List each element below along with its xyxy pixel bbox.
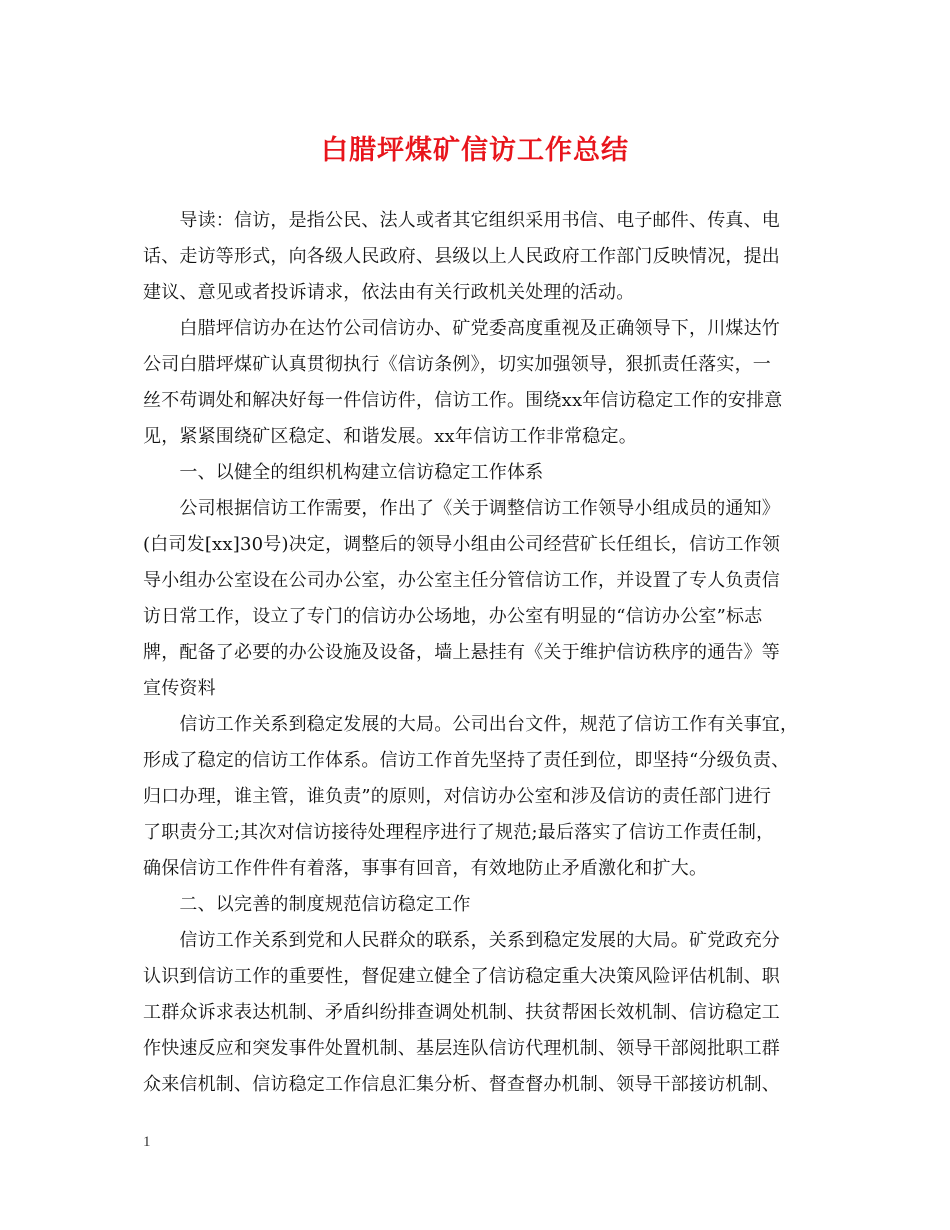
body-line: 导读：信访，是指公民、法人或者其它组织采用书信、电子邮件、传真、电: [143, 210, 780, 231]
page-number: 1: [143, 1134, 151, 1150]
body-line: 归口办理，谁主管，谁负责”的原则，对信访办公室和涉及信访的责任部门进行: [143, 786, 772, 807]
body-line: 建议、意见或者投诉请求，依法由有关行政机关处理的活动。: [143, 282, 635, 303]
body-line: 认识到信访工作的重要性，督促建立健全了信访稳定重大决策风险评估机制、职: [143, 966, 780, 987]
body-line: 白腊坪信访办在达竹公司信访办、矿党委高度重视及正确领导下，川煤达竹: [143, 318, 780, 339]
body-line: 公司根据信访工作需要，作出了《关于调整信访工作领导小组成员的通知》: [143, 498, 780, 519]
section-heading: 二、以完善的制度规范信访稳定工作: [143, 894, 471, 915]
body-line: 信访工作关系到稳定发展的大局。公司出台文件，规范了信访工作有关事宜，: [143, 714, 799, 735]
body-line: 导小组办公室设在公司办公室，办公室主任分管信访工作，并设置了专人负责信: [143, 570, 780, 591]
body-line: 见，紧紧围绕矿区稳定、和谐发展。xx年信访工作非常稳定。: [143, 426, 637, 447]
body-line: 工群众诉求表达机制、矛盾纠纷排查调处机制、扶贫帮困长效机制、信访稳定工: [143, 1002, 780, 1023]
body-line: 公司白腊坪煤矿认真贯彻执行《信访条例》，切实加强领导，狠抓责任落实，一: [143, 354, 771, 375]
body-line: 话、走访等形式，向各级人民政府、县级以上人民政府工作部门反映情况，提出: [143, 246, 780, 267]
body-line: 丝不苟调处和解决好每一件信访件，信访工作。围绕xx年信访稳定工作的安排意: [143, 390, 783, 411]
body-line: 众来信机制、信访稳定工作信息汇集分析、督查督办机制、领导干部接访机制、: [143, 1074, 780, 1095]
body-line: (白司发[xx]30号)决定，调整后的领导小组由公司经营矿长任组长，信访工作领: [143, 534, 781, 555]
body-line: 作快速反应和突发事件处置机制、基层连队信访代理机制、领导干部阅批职工群: [143, 1038, 780, 1059]
section-heading: 一、以健全的组织机构建立信访稳定工作体系: [143, 462, 544, 483]
body-line: 访日常工作，设立了专门的信访办公场地，办公室有明显的“信访办公室”标志: [143, 606, 763, 627]
body-line: 确保信访工作件件有着落，事事有回音，有效地防止矛盾激化和扩大。: [143, 858, 708, 879]
body-line: 形成了稳定的信访工作体系。信访工作首先坚持了责任到位，即坚持“分级负责、: [143, 750, 790, 771]
body-line: 信访工作关系到党和人民群众的联系，关系到稳定发展的大局。矿党政充分: [143, 930, 780, 951]
body-line: 牌，配备了必要的办公设施及设备，墙上悬挂有《关于维护信访秩序的通告》等: [143, 642, 780, 663]
body-line: 宣传资料: [143, 678, 216, 699]
body-line: 了职责分工;其次对信访接待处理程序进行了规范;最后落实了信访工作责任制，: [143, 822, 775, 843]
document-title: 白腊坪煤矿信访工作总结: [321, 135, 629, 166]
